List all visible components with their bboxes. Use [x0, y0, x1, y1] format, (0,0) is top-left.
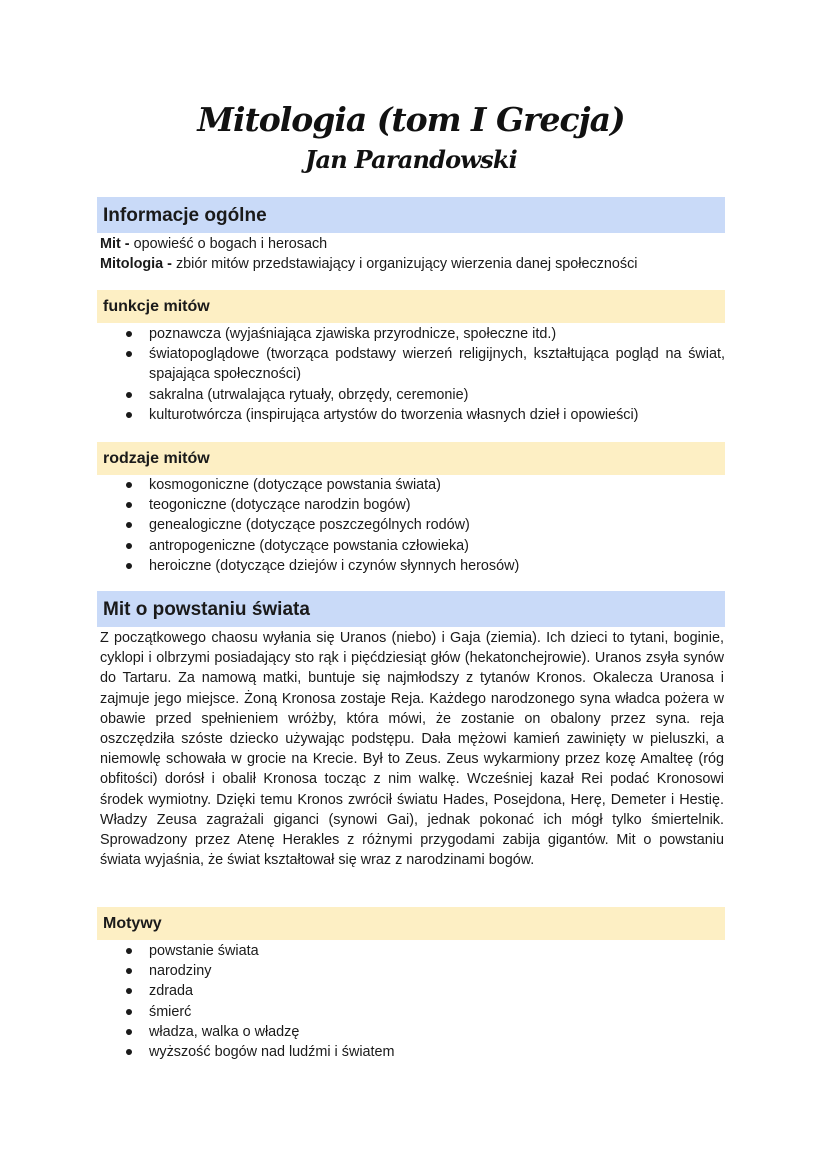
section-heading-motifs: Motywy — [97, 907, 725, 940]
document-author: Jan Parandowski — [304, 145, 518, 174]
definition-mitologia — [100, 254, 725, 274]
section-heading-functions: funkcje mitów — [97, 290, 725, 323]
definitions — [100, 234, 725, 274]
section-heading-creation-myth: Mit o powstaniu świata — [97, 591, 725, 627]
definition-term: Mitologia - — [100, 256, 172, 272]
creation-myth-body: Z początkowego chaosu wyłania się Uranos (niebo) i Gaja (ziemia). Ich dzieci to tytani, boginie, cyklopi i olbrzymi posiadający sto rąk i pięćdziesiąt głów (hekatonchejrowie). Uranos zsyła synów do Tartaru. Za namową matki, buntuje się najmłodszy z tytanów Kronos. Okalecza Uranosa i zajmuje jego miejsce. Żoną Kronosa zostaje Reja. Każdego narodzonego syna władca pożera w obawie przed spełnieniem wróżby, która mówi, że zostanie on obalony przez syna. reja oszczędziła szóste dziecko używając podstępu. Dała mężowi kamień zawinięty w pieluszki, a niemowlę schowała w grocie na Krecie. Był to Zeus. Zeus wykarmiony przez kozę Amalteę (róg obfitości) dorósł i obalił Kronosa tocząc z nim walkę. Wcześniej kazał Rei podać Kronosowi środek wymiotny. Dzięki temu Kronos zwrócił światu Hades, Posejdona, Herę, Demeter i Hestię. Władzy Zeusa zagrażali giganci (synowi Gai), jednak pokonać ich mógł tylko śmiertelnik. Sprowadzony przez Atenę Herakles z różnymi przygodami zabija gigantów. Mit o powstaniu świata wyjaśnia, że świat kształtował się wraz z narodzinami bogów. — [100, 630, 724, 869]
list-item: władza, walka o władzę — [97, 1022, 725, 1042]
list-item: heroiczne (dotyczące dziejów i czynów słynnych herosów) — [97, 556, 725, 576]
types-list — [97, 475, 725, 576]
list-item: światopoglądowe (tworząca podstawy wierzeń religijnych, kształtująca pogląd na świat, spajająca społeczności) — [97, 344, 725, 384]
section-heading-general: Informacje ogólne — [97, 197, 725, 233]
list-item: wyższość bogów nad ludźmi i światem — [97, 1042, 725, 1062]
list-item: sakralna (utrwalająca rytuały, obrzędy, ceremonie) — [97, 385, 725, 405]
list-item: genealogiczne (dotyczące poszczególnych rodów) — [97, 515, 725, 535]
definition-text: zbiór mitów przedstawiający i organizujący wierzenia danej społeczności — [171, 256, 638, 272]
document-title: Mitologia (tom I Grecja) — [197, 100, 625, 139]
list-item: kosmogoniczne (dotyczące powstania świata) — [97, 475, 725, 495]
list-item: zdrada — [97, 981, 725, 1001]
motifs-list — [97, 941, 725, 1062]
list-item: narodziny — [97, 961, 725, 981]
definition-text: opowieść o bogach i herosach — [129, 236, 328, 252]
list-item: poznawcza (wyjaśniająca zjawiska przyrodnicze, społeczne itd.) — [97, 324, 725, 344]
list-item: teogoniczne (dotyczące narodzin bogów) — [97, 495, 725, 515]
definition-mit — [100, 234, 725, 254]
list-item: śmierć — [97, 1002, 725, 1022]
functions-list — [97, 324, 725, 425]
list-item: kulturotwórcza (inspirująca artystów do tworzenia własnych dzieł i opowieści) — [97, 405, 725, 425]
list-item: powstanie świata — [97, 941, 725, 961]
title-block — [97, 98, 725, 176]
section-heading-types: rodzaje mitów — [97, 442, 725, 475]
list-item: antropogeniczne (dotyczące powstania człowieka) — [97, 536, 725, 556]
definition-term: Mit - — [100, 236, 130, 252]
